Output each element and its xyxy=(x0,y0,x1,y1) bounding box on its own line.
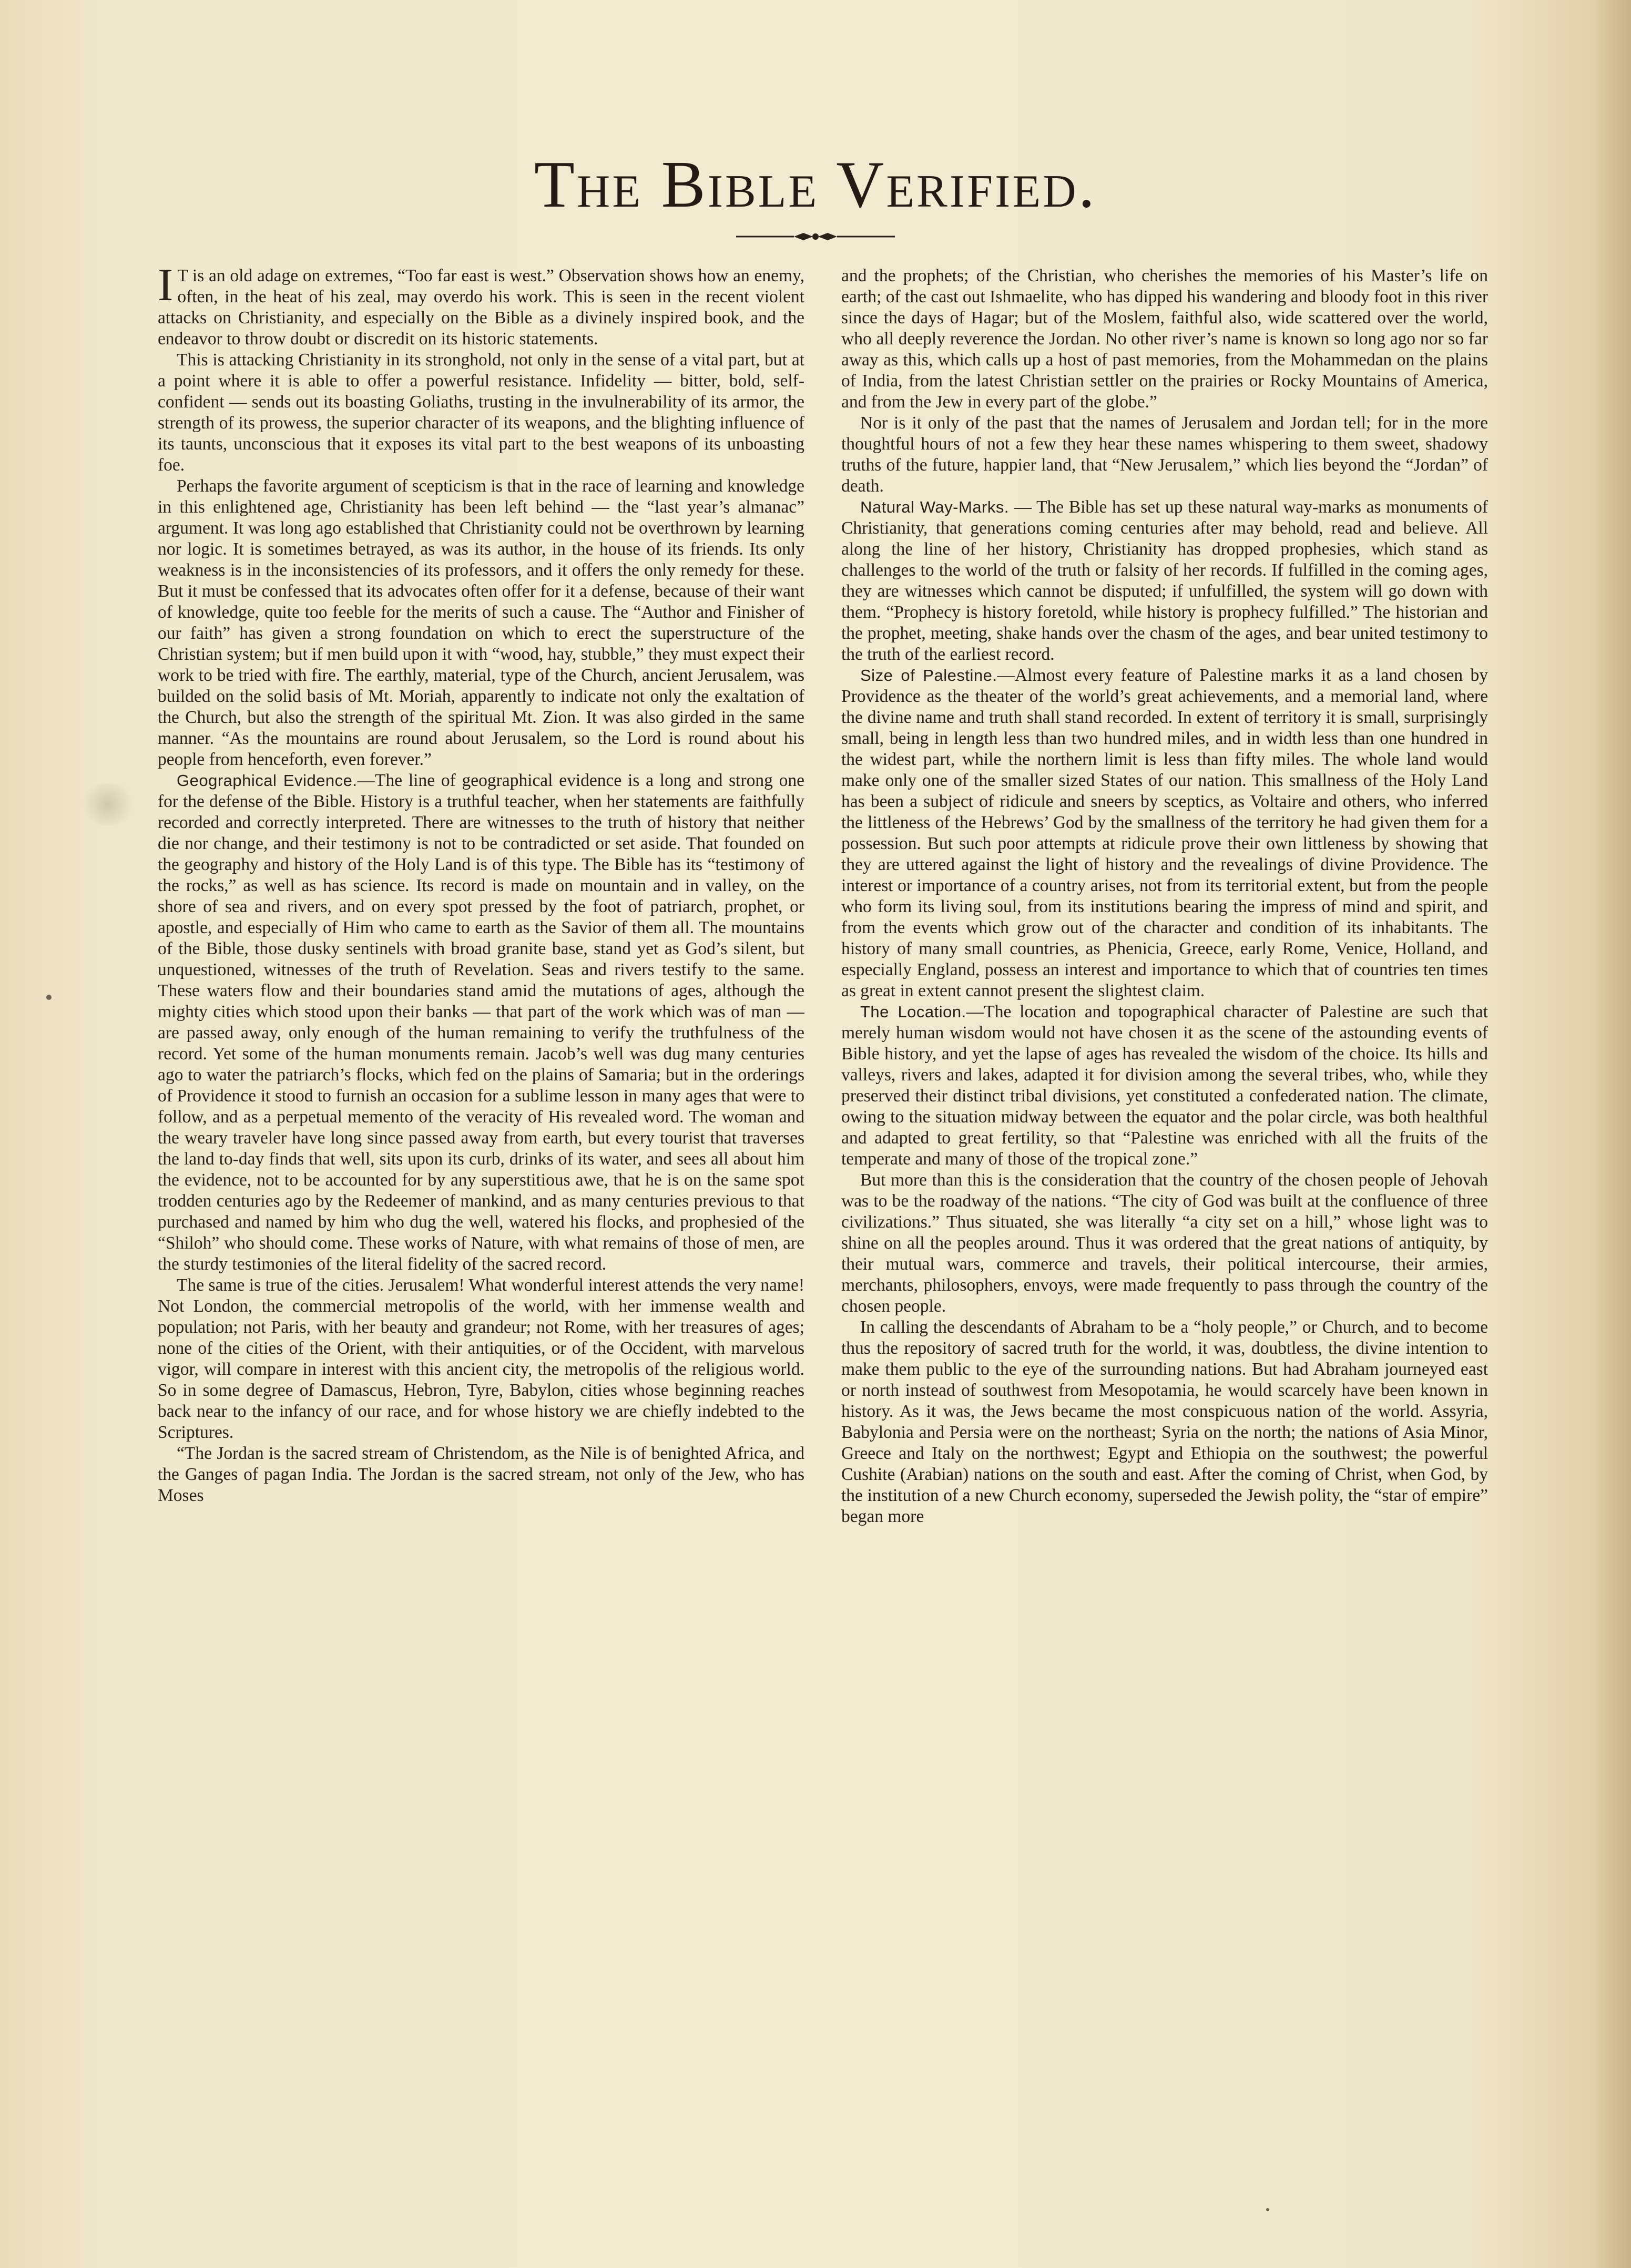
paragraph-text: —Almost every feature of Palestine marks it as a land chosen by Providence as the theater of the world’s great achievements, and a memorial land, where the divine name and truth shall stand recorded. In extent of territory it is small, surprisingly small, being in length less than two hundred miles, and in width less than one hundred in the widest part, while the northern limit is less than fifty miles. The whole land would make only one of the smaller sized States of our nation. This smallness of the Holy Land has been a subject of ridicule and sneers by sceptics, as Voltaire and others, who inferred the littleness of the Hebrews’ God by the smallness of the territory he had given them for a possession. But such poor attempts at ridicule prove their own littleness by showing that they are uttered against the light of history and the revealings of divine Providence. The interest or importance of a country arises, not from its territorial extent, but from the people who form its living soul, from its institutions bearing the impress of mind and spirit, and from the events which grow out of the character and condition of its inhabitants. The history of many small countries, as Phenicia, Greece, early Rome, Venice, Holland, and especially England, possess an interest and importance to which that of countries ten times as great in extent cannot present the slightest claim. xyxy=(841,666,1488,1000)
paragraph xyxy=(158,350,804,476)
paragraph-text: In calling the descendants of Abraham to be a “holy people,” or Church, and to become thus the repository of sacred truth for the world, it was, doubtless, the divine intention to make them public to the eye of the surrounding nations. But had Abraham journeyed east or north instead of southwest from Mesopotamia, he would scarcely have been known in history. As it was, the Jews became the most conspicuous nation of the world. Assyria, Babylonia and Persia were on the northeast; Syria on the north; the nations of Asia Minor, Greece and Italy on the northwest; Egypt and Ethiopia on the southwest; the powerful Cushite (Arabian) nations on the south and east. After the coming of Christ, when God, by the institution of a new Church economy, superseded the Jewish polity, the “star of empire” began more xyxy=(841,1317,1488,1526)
paper-stain xyxy=(79,783,137,825)
paragraph xyxy=(841,1170,1488,1317)
paragraph-text: “The Jordan is the sacred stream of Christendom, as the Nile is of benighted Africa, and the Ganges of pagan India. The Jordan is the sacred stream, not only of the Jew, who has Moses xyxy=(158,1444,804,1505)
paragraph-text: Perhaps the favorite argument of scepticism is that in the race of learning and knowledge in this enlightened age, Christianity has been left behind — the “last year’s almanac” argument. It was long ago established that Christianity could not be overthrown by learning nor logic. It is sometimes betrayed, as was its author, in the house of its friends. Its only weakness is in the inconsistencies of its professors, and it offers the only remedy for these. But it must be confessed that its advocates often offer for it a defense, because of their want of knowledge, quite too feeble for the merits of such a cause. The “Author and Finisher of our faith” has given a strong foundation on which to erect the superstructure of the Christian system; but if men build upon it with “wood, hay, stubble,” they must expect their work to be tried with fire. The earthly, material, type of the Church, ancient Jerusalem, was builded on the solid basis of Mt. Moriah, apparently to indicate not only the exaltation of the Church, but also the strength of the spiritual Mt. Zion. It was also girded in the same manner. “As the mountains are round about Jerusalem, so the Lord is round about his people from henceforth, even forever.” xyxy=(158,476,804,769)
paragraph xyxy=(841,1317,1488,1527)
right-column xyxy=(841,265,1488,2211)
paragraph xyxy=(841,413,1488,497)
paragraph-text: —The location and topographical character of Palestine are such that merely human wisdom would not have chosen it as the scene of the astounding events of Bible history, and yet the lapse of ages has revealed the wisdom of the choice. Its hills and valleys, rivers and lakes, adapted it for division among the several tribes, who, while they preserved their distinct tribal divisions, yet constituted a confederated nation. The climate, owing to the situation midway between the equator and the polar circle, was both healthful and adapted to great fertility, so that “Palestine was enriched with all the fruits of the temperate and many of those of the tropical zone.” xyxy=(841,1002,1488,1169)
section-heading: Size of Palestine. xyxy=(860,666,997,685)
paragraph-text: and the prophets; of the Christian, who cherishes the memories of his Master’s life on earth; of the cast out Ishmaelite, who has dipped his wandering and bloody foot in this river since the days of Hagar; but of the Moslem, faithful also, wide scattered over the world, who all deeply reverence the Jordan. No other river’s name is known so long ago nor so far away as this, which calls up a host of past memories, from the Mohammedan on the plains of India, from the latest Christian settler on the prairies or Rocky Mountains of America, and from the Jew in every part of the globe.” xyxy=(841,266,1488,412)
ornamental-rule xyxy=(736,231,895,242)
paragraph-text: The same is true of the cities. Jerusalem! What wonderful interest attends the very name! Not London, the commercial metropolis of the world, with her immense wealth and population; not Paris, with her beauty and grandeur; not Rome, with her treasures of ages; none of the cities of the Orient, with their antiquities, or of the Occident, with marvelous vigor, will compare in interest with this ancient city, the metropolis of the religious world. So in some degree of Damascus, Hebron, Tyre, Babylon, cities whose beginning reaches back near to the infancy of our race, and for whose history we are chiefly indebted to the Scriptures. xyxy=(158,1275,804,1442)
paragraph xyxy=(841,665,1488,1002)
paragraph-text: But more than this is the consideration that the country of the chosen people of Jehovah was to be the roadway of the nations. “The city of God was built at the confluence of three civilizations.” Thus situated, she was literally “a city set on a hill,” whose light was to shine on all the peoples around. Thus it was ordered that the great nations of antiquity, by their mutual wars, commerce and travels, their political intercourse, their armies, merchants, philosophers, envoys, were made frequently to pass through the country of the chosen people. xyxy=(841,1170,1488,1316)
paragraph-text: T is an old adage on extremes, “Too far east is west.” Observation shows how an enemy, often, in the heat of his zeal, may overdo his work. This is seen in the recent violent attacks on Christianity, and especially on the Bible as a divinely inspired book, and the endeavor to throw doubt or discredit on its historic statements. xyxy=(158,266,804,349)
section-heading: The Location. xyxy=(860,1003,966,1021)
page-edge-shadow xyxy=(1594,0,1631,2268)
section-heading: Natural Way-Marks. xyxy=(860,498,1009,516)
paragraph-text: Nor is it only of the past that the names of Jerusalem and Jordan tell; for in the more thoughtful hours of not a few they hear these names whispering to them sweet, shadowy truths of the future, happier land, that “New Jerusalem,” which lies beyond the “Jordan” of death. xyxy=(841,413,1488,496)
paragraph xyxy=(841,1002,1488,1170)
left-column xyxy=(158,265,804,2211)
paragraph-text: This is attacking Christianity in its stronghold, not only in the sense of a vital part, but at a point where it is able to offer a powerful resistance. Infidelity — bitter, bold, self-confident — sends out its boasting Goliaths, trusting in the invulnerability of its armor, the strength of its prowess, the superior character of its weapons, and the blighting influence of its taunts, unconscious that it exposes its vital part to the best weapons of its unboasting foe. xyxy=(158,350,804,475)
paragraph-text: — The Bible has set up these natural way-marks as monuments of Christianity, that generations coming centuries after may behold, read and believe. All along the line of her history, Christianity has dropped prophesies, which stand as challenges to the world of the truth or falsity of her records. If fulfilled in the coming ages, they are witnesses which cannot be disputed; if unfulfilled, the system will go down with them. “Prophecy is history foretold, while history is prophecy fulfilled.” The historian and the prophet, meeting, shake hands over the chasm of the ages, and bear united testimony to the truth of the earliest record. xyxy=(841,497,1488,664)
page-title: The Bible Verified. xyxy=(534,148,1097,221)
ink-speck xyxy=(46,995,52,1000)
paragraph xyxy=(158,770,804,1275)
section-heading: Geographical Evidence. xyxy=(177,771,358,790)
paragraph xyxy=(158,1443,804,1506)
drop-cap: I xyxy=(158,265,174,311)
paragraph xyxy=(158,1275,804,1443)
paragraph-text: —The line of geographical evidence is a long and strong one for the defense of the Bible. History is a truthful teacher, when her statements are faithfully recorded and correctly interpreted. There are witnesses to the truth of history that neither die nor change, and their testimony is not to be contradicted or set aside. That founded on the geography and history of the Holy Land is of this type. The Bible has its “testimony of the rocks,” as well as has science. Its record is made on mountain and in valley, on the shore of sea and rivers, and on every spot pressed by the foot of patriarch, prophet, or apostle, and especially of Him who came to earth as the Savior of them all. The mountains of the Bible, those dusky sentinels with broad granite base, stand yet as God’s silent, but unquestioned, witnesses of the truth of Revelation. Seas and rivers testify to the same. These waters flow and their boundaries stand amid the mutations of ages, although the mighty cities which stood upon their banks — that part of the work which was of man — are passed away, only enough of the human remaining to verify the truthfulness of the record. Yet some of the human monuments remain. Jacob’s well was dug many centuries ago to water the patriarch’s flocks, which fed on the plains of Samaria; but in the orderings of Providence it stood to furnish an occasion for a sublime lesson in many ages that were to follow, and as a perpetual memento of the veracity of His revealed word. The woman and the weary traveler have long since passed away from earth, but every tourist that traverses the land to-day finds that well, sits upon its curb, drinks of its water, and sees all about him the evidence, not to be accounted for by any superstitious awe, that he is on the same spot trodden centuries ago by the Redeemer of mankind, and as many centuries previous to that purchased and named by him who dug the well, watered his flocks, and prophesied of the “Shiloh” who should come. These works of Nature, with what remains of those of men, are the sturdy testimonies of the literal fidelity of the sacred record. xyxy=(158,771,804,1274)
paragraph xyxy=(841,497,1488,665)
paragraph xyxy=(158,476,804,770)
paragraph xyxy=(158,265,804,350)
paragraph xyxy=(841,265,1488,413)
